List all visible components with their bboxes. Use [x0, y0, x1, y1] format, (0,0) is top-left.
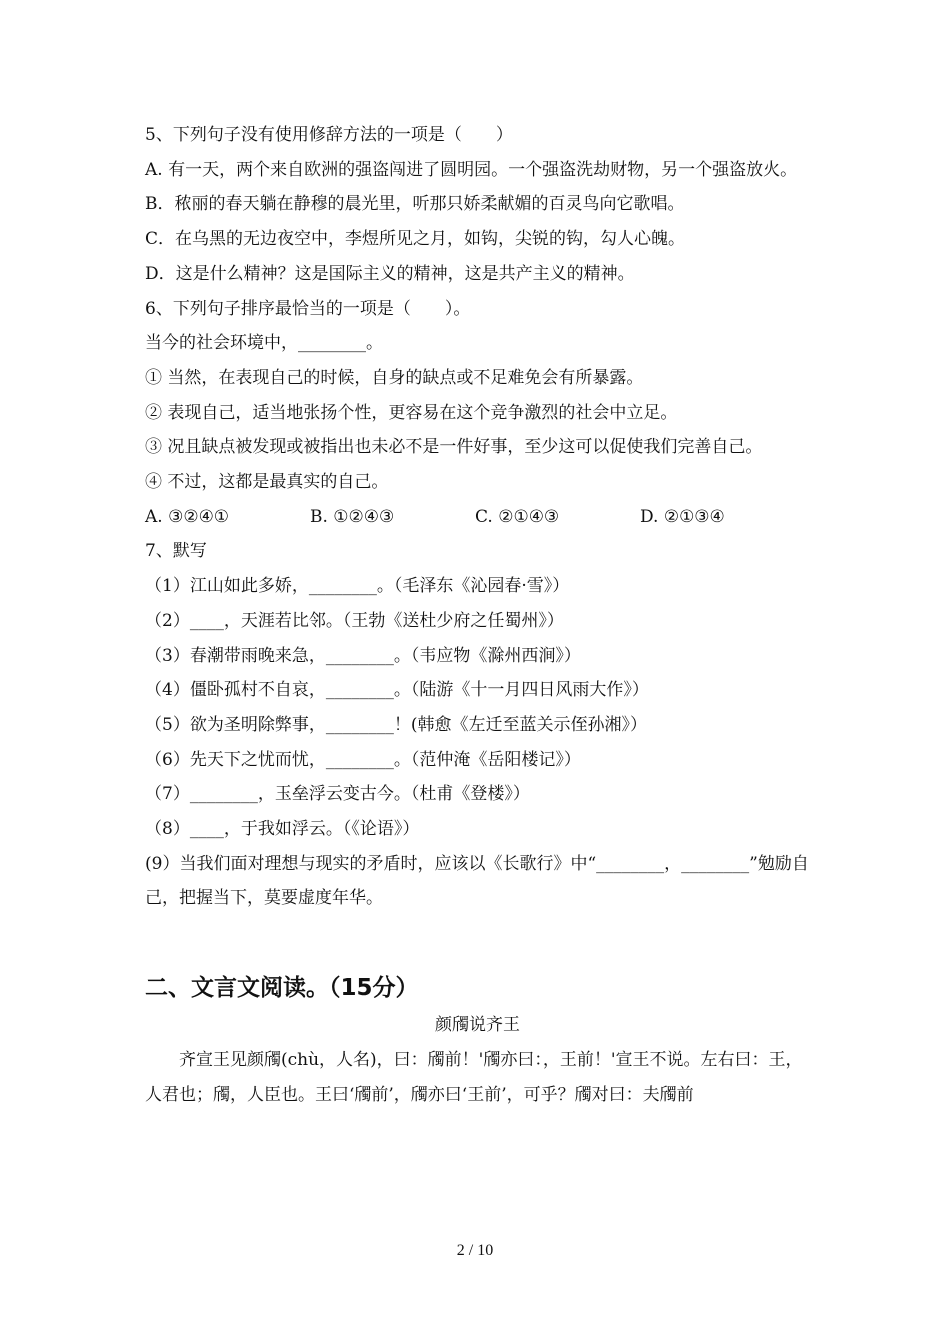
page-number: 2 / 10 — [456, 1242, 494, 1259]
section-heading: 二、文言文阅读。（15分） — [145, 975, 419, 1002]
question-6-option-b: B. ①②④③ — [310, 506, 395, 527]
question-5-option-d: D．这是什么精神？这是国际主义的精神，这是共产主义的精神。 — [145, 263, 635, 284]
dictation-item-6: （6）先天下之忧而忧，________。（范仲淹《岳阳楼记》） — [145, 749, 581, 770]
question-6-option-c: C. ②①④③ — [475, 506, 560, 527]
dictation-item-2: （2）____，天涯若比邻。（王勃《送杜少府之任蜀州》） — [145, 610, 564, 631]
question-6-option-d: D. ②①③④ — [640, 506, 725, 527]
dictation-item-9: (9）当我们面对理想与现实的矛盾时，应该以《长歌行》中“________，________”勉励自己，把握当下，莫要虚度年华。 — [145, 853, 809, 909]
question-6-options — [145, 500, 810, 535]
dictation-item-4: （4）僵卧孤村不自哀，________。（陆游《十一月四日风雨大作》） — [145, 680, 649, 701]
dictation-item-1: （1）江山如此多娇，________。（毛泽东《沁园春·雪》） — [145, 576, 570, 597]
question-7-title: 7、默写 — [145, 541, 207, 562]
dictation-item-8: （8）____，于我如浮云。（《论语》） — [145, 819, 420, 840]
question-6-sentence-3: ③ 况且缺点被发现或被指出也未必不是一件好事，至少这可以促使我们完善自己。 — [145, 437, 763, 458]
question-6-stem: 当今的社会环境中，________。 — [145, 333, 383, 354]
question-5-title: 5、下列句子没有使用修辞方法的一项是（ ） — [145, 125, 513, 145]
dictation-item-3: （3）春潮带雨晚来急，________。（韦应物《滁州西涧》） — [145, 645, 581, 666]
question-5-option-c: C．在乌黑的无边夜空中，李煜所见之月，如钩，尖锐的钩，勾人心魄。 — [145, 229, 686, 250]
document-body — [145, 118, 810, 1112]
dictation-item-5: （5）欲为圣明除弊事，________！(韩愈《左迁至蓝关示侄孙湘》） — [145, 714, 647, 735]
question-6-sentence-4: ④ 不过，这都是最真实的自己。 — [145, 472, 389, 493]
passage-title: 颜斶说齐王 — [435, 1015, 520, 1036]
question-5-option-a: A. 有一天，两个来自欧洲的强盗闯进了圆明园。一个强盗洗劫财物，另一个强盗放火。 — [145, 159, 798, 180]
passage-text: 齐宣王见颜斶(chù，人名)，曰：斶前！'斶亦曰：，王前！'宣王不说。左右曰：王，人君也；斶，人臣也。王曰‘斶前’，斶亦曰‘王前’，可乎？斶对曰：夫斶前 — [145, 1049, 803, 1105]
question-5-option-b: B．秾丽的春天躺在静穆的晨光里，听那只娇柔献媚的百灵鸟向它歌唱。 — [145, 194, 685, 215]
question-6-option-a: A. ③②④① — [145, 506, 230, 527]
dictation-item-7: （7）________，玉垒浮云变古今。（杜甫《登楼》） — [145, 784, 530, 805]
question-6-title: 6、下列句子排序最恰当的一项是（ ）。 — [145, 298, 471, 319]
question-6-sentence-1: ① 当然，在表现自己的时候，自身的缺点或不足难免会有所暴露。 — [145, 367, 644, 388]
question-6-sentence-2: ② 表现自己，适当地张扬个性，更容易在这个竞争激烈的社会中立足。 — [145, 402, 678, 423]
